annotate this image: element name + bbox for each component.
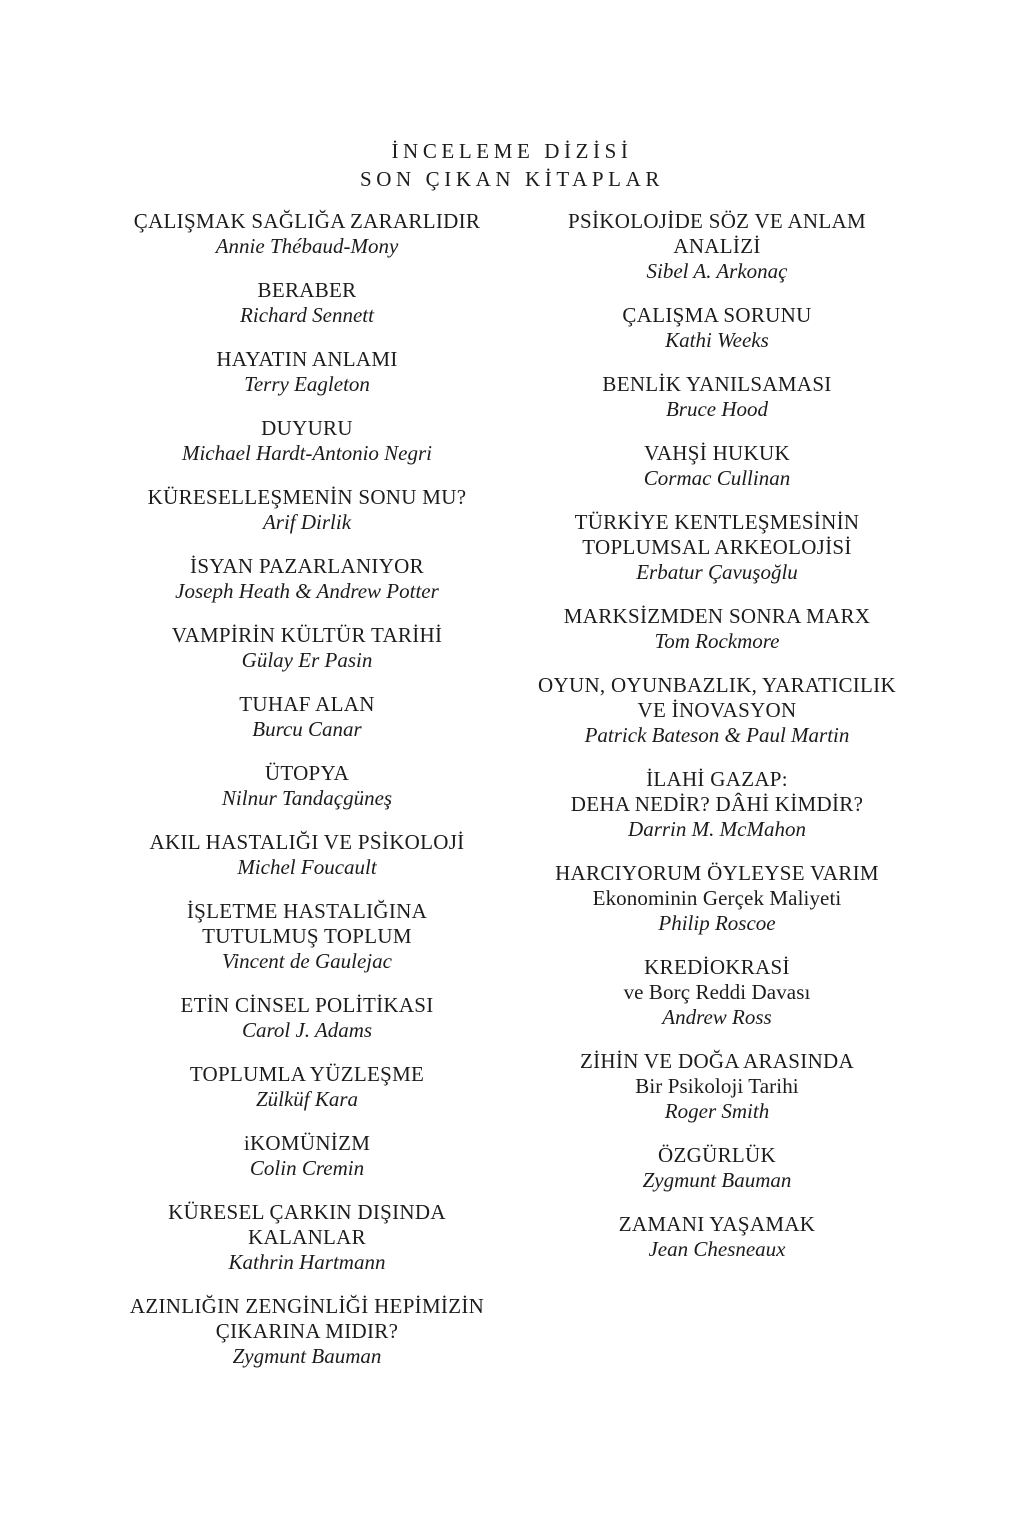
book-entry [510,303,924,353]
book-title: PSİKOLOJİDE SÖZ VE ANLAM [568,209,866,233]
book-title: iKOMÜNİZM [243,1131,371,1155]
book-title: İSYAN PAZARLANIYOR [190,554,424,578]
book-title: ÜTOPYA [264,761,350,785]
book-entry [100,1294,514,1369]
book-entry [100,1062,514,1112]
book-entry [510,955,924,1030]
book-title-continued: ANALİZİ [673,234,761,258]
book-author: Bruce Hood [665,397,769,421]
book-entry [100,1131,514,1181]
book-author: Cormac Cullinan [643,466,791,490]
book-author: Kathrin Hartmann [228,1250,386,1274]
book-title-continued: TUTULMUŞ TOPLUM [202,924,412,948]
book-title: OYUN, OYUNBAZLIK, YARATICILIK [538,673,896,697]
book-title-continued: ÇIKARINA MIDIR? [215,1319,399,1343]
book-entry [100,1200,514,1275]
book-title: TOPLUMLA YÜZLEŞME [189,1062,425,1086]
book-entry [510,372,924,422]
book-author: Kathi Weeks [665,328,769,352]
book-title-continued: DEHA NEDİR? DÂHİ KİMDİR? [570,792,864,816]
book-entry [510,441,924,491]
book-author: Philip Roscoe [658,911,776,935]
book-author: Colin Cremin [249,1156,365,1180]
series-name: İNCELEME DİZİSİ [391,139,633,163]
book-author: Carol J. Adams [241,1018,373,1042]
book-title: TUHAF ALAN [239,692,375,716]
book-entry [510,1049,924,1124]
book-author: Erbatur Çavuşoğlu [636,560,798,584]
book-entry [100,761,514,811]
book-subtitle: ve Borç Reddi Davası [623,980,811,1004]
book-title: VAMPİRİN KÜLTÜR TARİHİ [171,623,443,647]
book-title: KÜRESELLEŞMENİN SONU MU? [147,485,467,509]
book-subtitle: Bir Psikoloji Tarihi [635,1074,799,1098]
book-title: KÜRESEL ÇARKIN DIŞINDA [168,1200,446,1224]
book-author: Terry Eagleton [244,372,370,396]
book-author: Sibel A. Arkonaç [646,259,788,283]
book-title: AZINLIĞIN ZENGİNLİĞİ HEPİMİZİN [129,1294,485,1318]
book-author: Burcu Canar [252,717,362,741]
book-author: Zygmunt Bauman [642,1168,792,1192]
book-author: Vincent de Gaulejac [222,949,392,973]
book-title: VAHŞİ HUKUK [644,441,790,465]
book-entry [510,209,924,284]
book-author: Joseph Heath & Andrew Potter [175,579,439,603]
book-title: AKIL HASTALIĞI VE PSİKOLOJİ [149,830,465,854]
book-title-continued: KALANLAR [248,1225,366,1249]
book-title: HARCIYORUM ÖYLEYSE VARIM [555,861,879,885]
book-author: Gülay Er Pasin [241,648,373,672]
book-entry [510,861,924,936]
book-author: Michael Hardt-Antonio Negri [181,441,433,465]
book-author: Roger Smith [664,1099,770,1123]
book-entry [100,623,514,673]
book-entry [100,416,514,466]
book-title-continued: TOPLUMSAL ARKEOLOJİSİ [582,535,852,559]
book-title: BENLİK YANILSAMASI [602,372,832,396]
section-title: SON ÇIKAN KİTAPLAR [360,167,664,191]
book-author: Darrin M. McMahon [628,817,806,841]
book-entry [100,554,514,604]
book-title: ÖZGÜRLÜK [658,1143,776,1167]
book-author: Tom Rockmore [654,629,780,653]
book-title: HAYATIN ANLAMI [216,347,398,371]
book-author: Nilnur Tandaçgüneş [221,786,393,810]
book-title: MARKSİZMDEN SONRA MARX [563,604,871,628]
book-entry [510,604,924,654]
book-entry [100,993,514,1043]
book-title: KREDİOKRASİ [644,955,790,979]
book-author: Annie Thébaud-Mony [215,234,399,258]
book-entry [100,278,514,328]
book-author: Zülküf Kara [255,1087,359,1111]
book-author: Zygmunt Bauman [232,1344,382,1368]
book-title-continued: VE İNOVASYON [637,698,797,722]
book-entry [100,692,514,742]
book-author: Patrick Bateson & Paul Martin [584,723,850,747]
book-subtitle: Ekonominin Gerçek Maliyeti [592,886,842,910]
book-title: İŞLETME HASTALIĞINA [186,899,428,923]
book-author: Michel Foucault [237,855,377,879]
book-title: TÜRKİYE KENTLEŞMESİNİN [574,510,860,534]
book-title: DUYURU [261,416,353,440]
book-entry [100,485,514,535]
right-book-column [510,209,924,1281]
left-book-column [100,209,514,1388]
book-author: Jean Chesneaux [648,1237,786,1261]
book-entry [510,1143,924,1193]
book-title: İLAHİ GAZAP: [646,767,788,791]
book-title: ÇALIŞMAK SAĞLIĞA ZARARLIDIR [133,209,481,233]
book-entry [510,510,924,585]
book-entry [100,347,514,397]
book-entry [510,1212,924,1262]
book-title: ZAMANI YAŞAMAK [618,1212,816,1236]
book-author: Richard Sennett [240,303,374,327]
book-entry [510,767,924,842]
book-entry [510,673,924,748]
book-entry [100,830,514,880]
book-title: ÇALIŞMA SORUNU [622,303,812,327]
book-entry [100,209,514,259]
book-title: ETİN CİNSEL POLİTİKASI [180,993,434,1017]
book-title: ZİHİN VE DOĞA ARASINDA [580,1049,854,1073]
book-entry [100,899,514,974]
book-author: Andrew Ross [662,1005,772,1029]
book-title: BERABER [257,278,357,302]
book-author: Arif Dirlik [262,510,352,534]
